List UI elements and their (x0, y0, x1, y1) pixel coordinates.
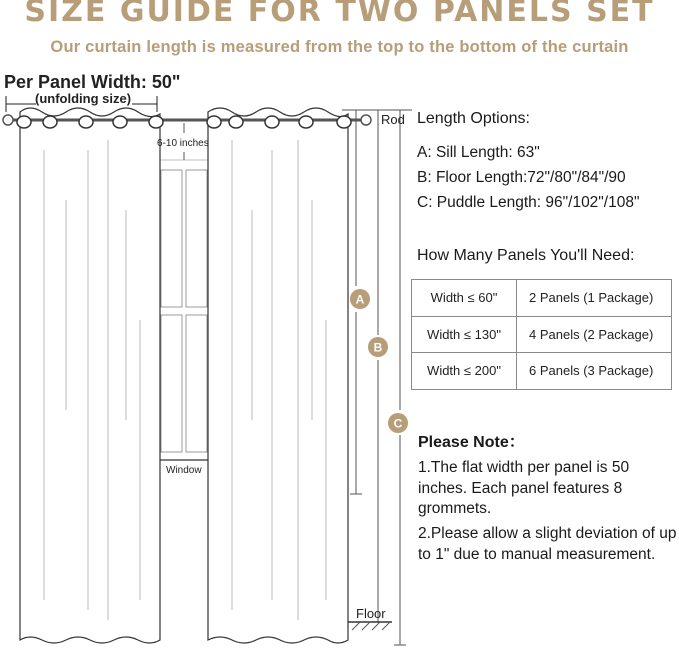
gap-label: 6-10 inches (157, 138, 209, 149)
floor-line (348, 622, 392, 630)
table-row (412, 280, 672, 317)
window-illustration (160, 160, 208, 460)
floor-label: Floor (356, 606, 386, 621)
marker-c-label: C (393, 416, 403, 431)
note-item-1: 1.The flat width per panel is 50 inches. Each panel features 8 grommets. (418, 459, 630, 517)
width-cell: Width ≤ 60" (412, 280, 517, 317)
page-subtitle: Our curtain length is measured from the top to the bottom of the curtain (50, 38, 629, 56)
panels-needed-table (411, 279, 672, 390)
length-option-a: A: Sill Length: 63" (417, 144, 540, 161)
panels-needed-heading: How Many Panels You'll Need: (417, 247, 635, 264)
table-row (412, 353, 672, 390)
measure-c (394, 110, 406, 645)
panels-cell: 2 Panels (1 Package) (517, 280, 672, 317)
length-option-c: C: Puddle Length: 96"/102"/108" (417, 194, 640, 211)
marker-b-label: B (373, 340, 383, 355)
unfolding-size-label: (unfolding size) (35, 91, 132, 106)
window-label: Window (166, 465, 202, 476)
right-curtain-panel (208, 108, 348, 643)
rod-label: Rod (381, 112, 405, 127)
width-cell: Width ≤ 200" (412, 353, 517, 390)
note-heading: Please Note： (418, 434, 525, 451)
panels-cell: 4 Panels (2 Package) (517, 316, 672, 353)
width-cell: Width ≤ 130" (412, 316, 517, 353)
marker-a-label: A (355, 292, 365, 307)
panels-cell: 6 Panels (3 Package) (517, 353, 672, 390)
page-title: SIZE GUIDE FOR TWO PANELS SET (24, 0, 655, 29)
table-row (412, 316, 672, 353)
length-option-b: B: Floor Length:72"/80"/84"/90 (417, 169, 626, 186)
left-curtain-panel (20, 108, 160, 643)
note-item-2: 2.Please allow a slight deviation of up to 1" due to manual measurement. (418, 525, 677, 563)
panel-width-label: Per Panel Width: 50" (4, 72, 181, 92)
measure-b (372, 110, 384, 622)
length-options (417, 110, 639, 219)
length-options-heading: Length Options: (417, 110, 530, 127)
